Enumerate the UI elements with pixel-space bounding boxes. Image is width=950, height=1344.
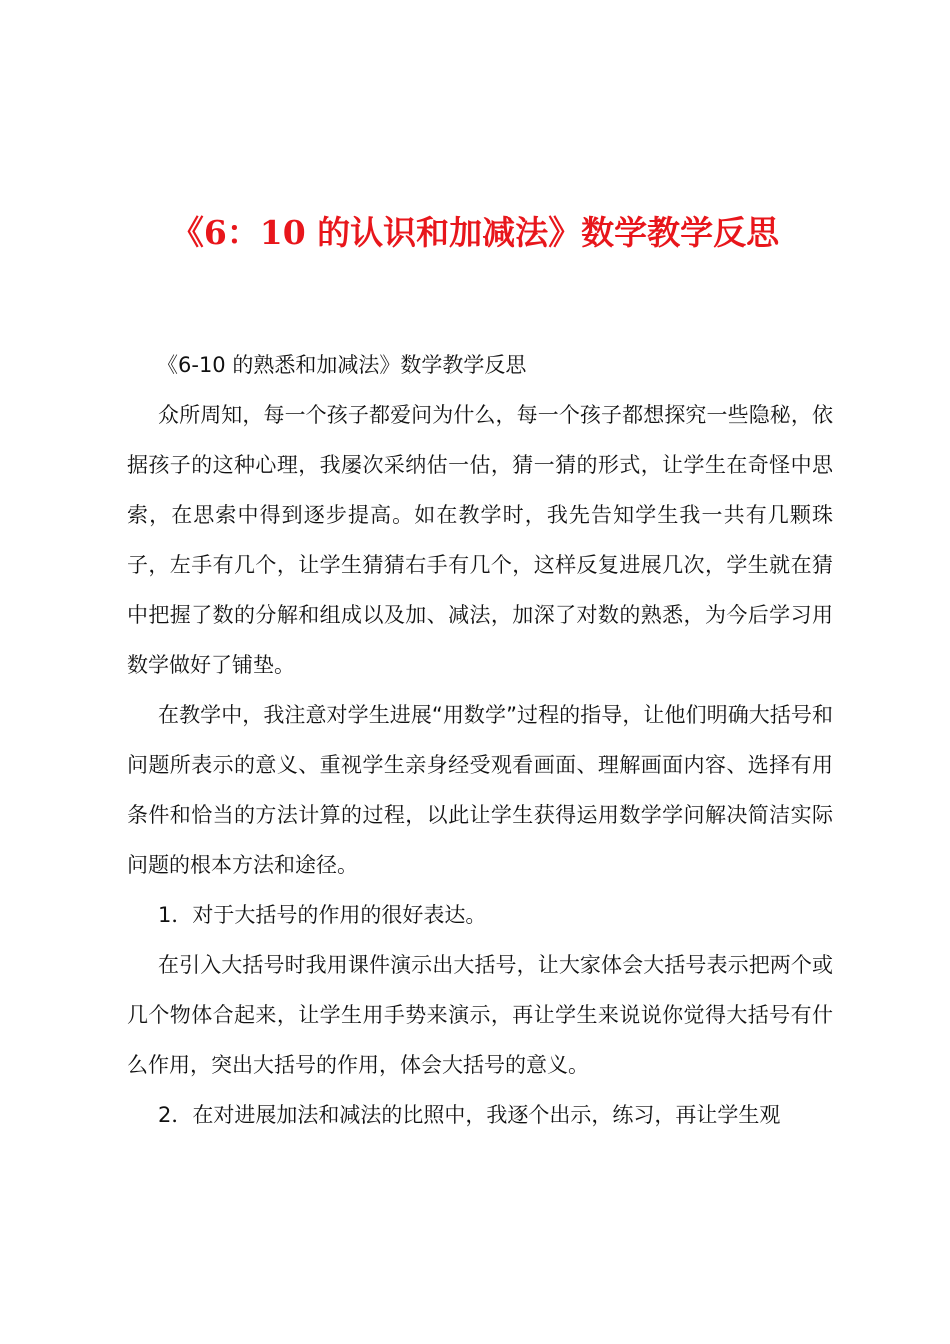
paragraph-3: 1．对于大括号的作用的很好表达。 xyxy=(158,903,487,927)
document-title: 《6：10 的认识和加减法》数学教学反思 xyxy=(170,213,780,252)
paragraph-4: 在引入大括号时我用课件演示出大括号，让大家体会大括号表示把两个或几个物体合起来，让学生用手势来演示，再让学生来说说你觉得大括号有什么作用，突出大括号的作用，体会大括号的意义。 xyxy=(127,953,833,1077)
document-body xyxy=(127,340,833,1140)
paragraph-1: 众所周知，每一个孩子都爱问为什么，每一个孩子都想探究一些隐秘，依据孩子的这种心理，我屡次采纳估一估，猜一猜的形式，让学生在奇怪中思索，在思索中得到逐步提高。如在教学时，我先告知学生我一共有几颗珠子，左手有几个，让学生猜猜右手有几个，这样反复进展几次，学生就在猜中把握了数的分解和组成以及加、减法，加深了对数的熟悉，为今后学习用数学做好了铺垫。 xyxy=(127,403,833,677)
document-subtitle: 《6-10 的熟悉和加减法》数学教学反思 xyxy=(157,353,527,377)
paragraph-2: 在教学中，我注意对学生进展“用数学”过程的指导，让他们明确大括号和问题所表示的意义、重视学生亲身经受观看画面、理解画面内容、选择有用条件和恰当的方法计算的过程，以此让学生获得运用数学学问解决简洁实际问题的根本方法和途径。 xyxy=(127,703,833,877)
paragraph-5: 2．在对进展加法和减法的比照中，我逐个出示，练习，再让学生观 xyxy=(158,1103,781,1127)
